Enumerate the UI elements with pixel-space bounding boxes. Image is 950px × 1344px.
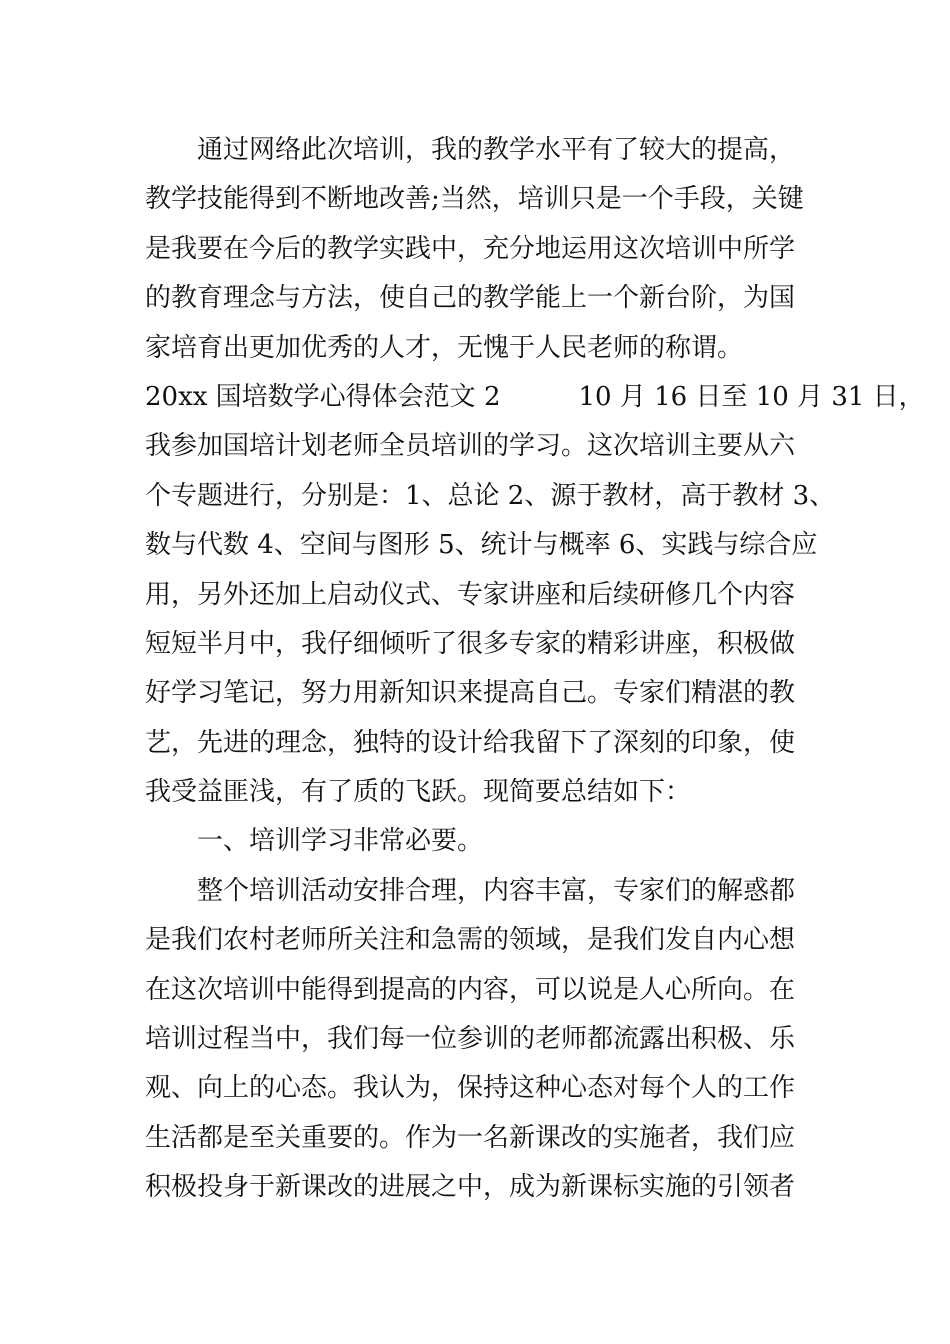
text-line-10: 用，另外还加上启动仪式、专家讲座和后续研修几个内容	[145, 579, 796, 610]
text-line-11: 短短半月中，我仔细倾听了很多专家的精彩讲座，积极做	[145, 628, 796, 659]
text-line-19: 培训过程当中，我们每一位参训的老师都流露出积极、乐	[145, 1024, 796, 1055]
text-line-12: 好学习笔记，努力用新知识来提高自己。专家们精湛的教	[145, 678, 796, 709]
text-line-22: 积极投身于新课改的进展之中，成为新课标实施的引领者	[145, 1172, 796, 1203]
body-text	[145, 126, 925, 1213]
text-line-8: 个专题进行，分别是：1、总论 2、源于教材，高于教材 3、	[145, 480, 836, 511]
text-line-9: 数与代数 4、空间与图形 5、统计与概率 6、实践与综合应	[145, 530, 818, 561]
text-line-13: 艺，先进的理念，独特的设计给我留下了深刻的印象，使	[145, 727, 796, 758]
text-line-21: 生活都是至关重要的。作为一名新课改的实施者，我们应	[145, 1122, 796, 1153]
text-line-1: 通过网络此次培训，我的教学水平有了较大的提高，	[145, 135, 796, 165]
text-line-20: 观、向上的心态。我认为，保持这种心态对每个人的工作	[145, 1073, 796, 1104]
text-line-16: 整个培训活动安排合理，内容丰富，专家们的解惑都	[145, 875, 796, 906]
text-line-14: 我受益匪浅，有了质的飞跃。现简要总结如下：	[145, 777, 692, 808]
text-line-17: 是我们农村老师所关注和急需的领域，是我们发自内心想	[145, 925, 796, 956]
section-heading-line: 20xx 国培数学心得体会范文 2 10 月 16 日至 10 月 31 日，	[145, 381, 925, 412]
subheading-line: 一、培训学习非常必要。	[145, 826, 484, 857]
text-line-5: 家培育出更加优秀的人才，无愧于人民老师的称谓。	[145, 332, 744, 363]
text-line-2: 教学技能得到不断地改善;当然，培训只是一个手段，关键	[145, 184, 804, 215]
text-line-18: 在这次培训中能得到提高的内容，可以说是人心所向。在	[145, 974, 796, 1005]
text-line-4: 的教育理念与方法，使自己的教学能上一个新台阶，为国	[145, 283, 796, 314]
text-line-7: 我参加国培计划老师全员培训的学习。这次培训主要从六	[145, 431, 796, 462]
text-line-3: 是我要在今后的教学实践中，充分地运用这次培训中所学	[145, 233, 796, 264]
